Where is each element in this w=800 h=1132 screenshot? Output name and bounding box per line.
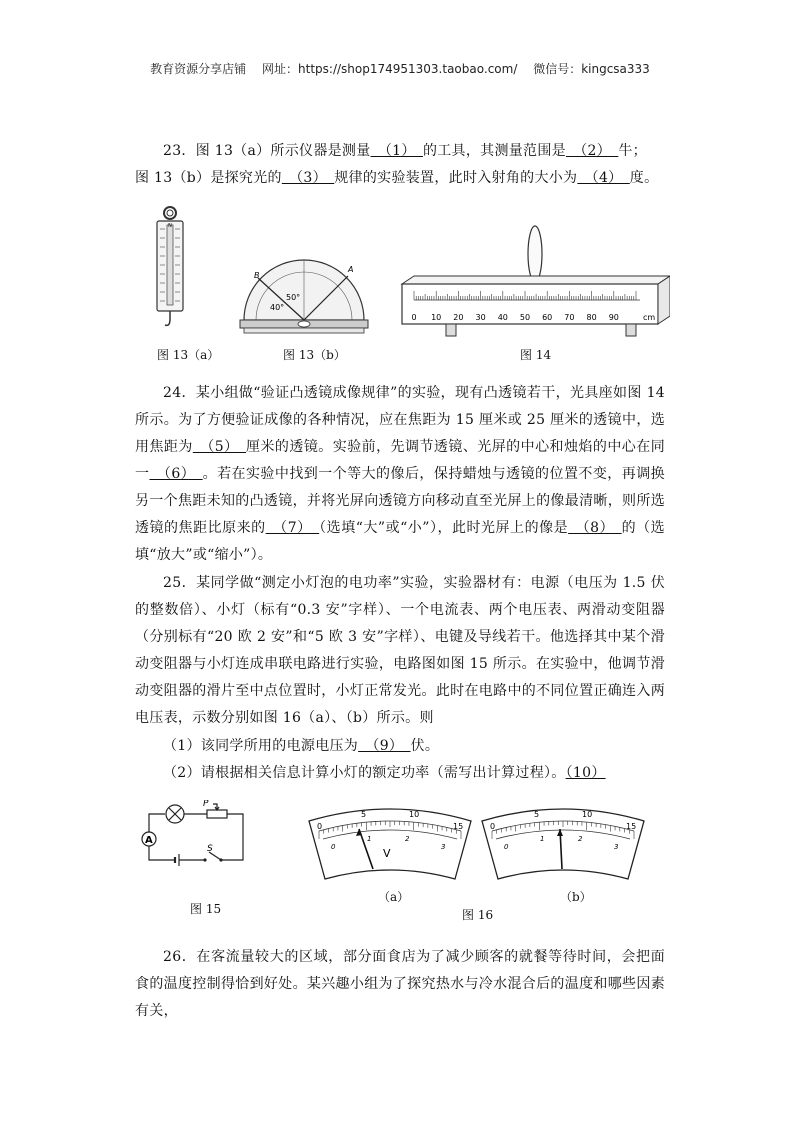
- spring-balance-figure: [150, 205, 190, 330]
- switch-label-S: S: [207, 844, 213, 854]
- angle-40-label: 40°: [270, 303, 285, 312]
- q24-text: 。若在实验中找到一个等大的像后，保持蜡烛与透镜的位置不变，再调换另一个焦距未知的凸透镜，并将光屏向透镜方向移动直至光屏上的像最清晰，则所选透镜的焦距比原来的: [135, 466, 665, 536]
- bench-tick-label: 60: [542, 313, 553, 322]
- angle-50-label: 50°: [286, 293, 301, 302]
- q25-sub2-text: （2）请根据相关信息计算小灯的额定功率（需写出计算过程）。: [163, 765, 566, 781]
- q25-sub1-text: 伏。: [410, 738, 440, 754]
- blank-1: （1）: [370, 143, 423, 159]
- wechat-id: 微信号：kingcsa333: [533, 62, 650, 76]
- bench-tick-label: 30: [475, 313, 486, 322]
- q24-text: 厘米的透镜。实验前，先调节透镜、光屏的中心和烛焰的中心在同一: [135, 439, 666, 482]
- q25-sub2: [135, 760, 665, 787]
- caption-14: 图 14: [520, 348, 552, 362]
- bench-tick-label: 80: [586, 313, 597, 322]
- bench-unit-label: cm: [643, 313, 656, 322]
- q24-text: 24．某小组做“验证凸透镜成像规律”的实验，现有凸透镜若干，光具座如图 14 所示。为了方便验证成像的各种情况，应在焦距为 15 厘米或 25 厘米的透镜中，选用焦距为: [135, 385, 665, 455]
- caption-16: 图 16: [462, 908, 494, 922]
- q24-text: （选填“大”或“小”），此时光屏上的像是: [319, 520, 569, 536]
- q23-text: 图 13（b）是探究光的: [135, 170, 282, 186]
- meter-b-bottom-1: 1: [540, 835, 545, 843]
- voltmeter-a-figure: [305, 803, 475, 885]
- meter-b-bottom-2: 2: [578, 835, 583, 843]
- blank-8: （8）: [568, 520, 622, 536]
- meter-b-top-5: 5: [534, 810, 540, 819]
- optical-bench-figure: [400, 222, 670, 344]
- voltmeter-symbol: V: [383, 847, 391, 860]
- shop-url: 网址：https://shop174951303.taobao.com/: [262, 62, 518, 76]
- meter-b-bottom-3: 3: [614, 843, 619, 851]
- shop-name: 教育资源分享店铺: [150, 62, 247, 76]
- page-header: [0, 60, 800, 77]
- question-25: [135, 570, 665, 732]
- q25-sub1: [135, 733, 665, 760]
- bench-tick-label: 10: [431, 313, 442, 322]
- bench-tick-label: 50: [519, 313, 531, 322]
- meter-b-bottom-0: 0: [504, 843, 509, 851]
- q23-text: 23．图 13（a）所示仪器是测量: [163, 143, 371, 159]
- circuit-diagram-figure: [135, 800, 255, 875]
- bench-tick-label: 20: [453, 313, 464, 322]
- q23-text: 规律的实验装置，此时入射角的大小为: [334, 170, 578, 186]
- ammeter-symbol: A: [145, 835, 153, 846]
- q23-text: 牛；: [618, 143, 647, 159]
- meter-b-top-10: 10: [582, 810, 593, 819]
- caption-16b: （b）: [560, 890, 592, 904]
- q23-text: 度。: [629, 170, 659, 186]
- blank-3: （3）: [281, 170, 335, 186]
- q26-text: 26．在客流量较大的区域，部分面食店为了减少顾客的就餐等待时间，会把面食的温度控制得恰到好处。某兴趣小组为了探究热水与冷水混合后的温度和哪些因素有关，: [135, 949, 665, 1019]
- question-24: [135, 380, 665, 569]
- question-26: [135, 944, 665, 1025]
- question-23: [135, 138, 665, 192]
- meter-a-top-0: 0: [317, 822, 323, 831]
- blank-5: （5）: [192, 439, 247, 455]
- reflection-apparatus-figure: [236, 240, 372, 336]
- meter-a-top-15: 15: [453, 822, 464, 831]
- q25-sub1-text: （1）该同学所用的电源电压为: [163, 738, 359, 754]
- bench-tick-label: 70: [564, 313, 575, 322]
- blank-10: （10）: [565, 765, 606, 781]
- q23-line2: [135, 165, 665, 192]
- blank-2: （2）: [565, 143, 619, 159]
- q23-text: 的工具，其测量范围是: [422, 143, 566, 159]
- ray-label-A: A: [348, 265, 354, 274]
- bench-tick-label: 0: [411, 313, 417, 322]
- meter-a-top-5: 5: [361, 810, 367, 819]
- caption-13b: 图 13（b）: [283, 348, 346, 362]
- meter-a-bottom-3: 3: [441, 843, 446, 851]
- bench-tick-label: 40: [497, 313, 508, 322]
- meter-a-top-10: 10: [409, 810, 420, 819]
- caption-15: 图 15: [190, 902, 222, 916]
- caption-13a: 图 13（a）: [157, 348, 220, 362]
- bench-tick-label: 90: [608, 313, 619, 322]
- meter-b-top-15: 15: [626, 822, 637, 831]
- meter-b-top-0: 0: [490, 822, 496, 831]
- blank-7: （7）: [265, 520, 320, 536]
- q23-line1: [135, 138, 665, 165]
- blank-9: （9）: [358, 738, 411, 754]
- meter-a-bottom-2: 2: [405, 835, 410, 843]
- q25-text: 25．某同学做“测定小灯泡的电功率”实验，实验器材有：电源（电压为 1.5 伏的整数倍）、小灯（标有“0.3 安”字样）、一个电流表、两个电压表、两滑动变阻器（分别标有“20 欧 2 安”和“5 欧 3 安”字样）、电键及导线若干。他选择其中某个滑动变阻器与小灯连成串联电路进行实验，电路图如图 15 所示。在实验中，他调节滑动变阻器的滑片至中点位置时，小灯正常发光。此时在电路中的不同位置正确连入两电压表，示数分别如图 16（a）、（b）所示。则: [135, 575, 665, 726]
- caption-16a: （a）: [378, 890, 410, 904]
- slider-label-P: P: [203, 800, 209, 809]
- label-N: N: [168, 223, 172, 229]
- blank-4: （4）: [577, 170, 630, 186]
- q24-text: 的（选填“放大”或“缩小”）。: [135, 520, 665, 563]
- blank-6: （6）: [149, 466, 203, 482]
- voltmeter-b-figure: [478, 803, 648, 885]
- meter-a-bottom-0: 0: [331, 843, 336, 851]
- meter-a-bottom-1: 1: [367, 835, 372, 843]
- ray-label-B: B: [254, 271, 260, 280]
